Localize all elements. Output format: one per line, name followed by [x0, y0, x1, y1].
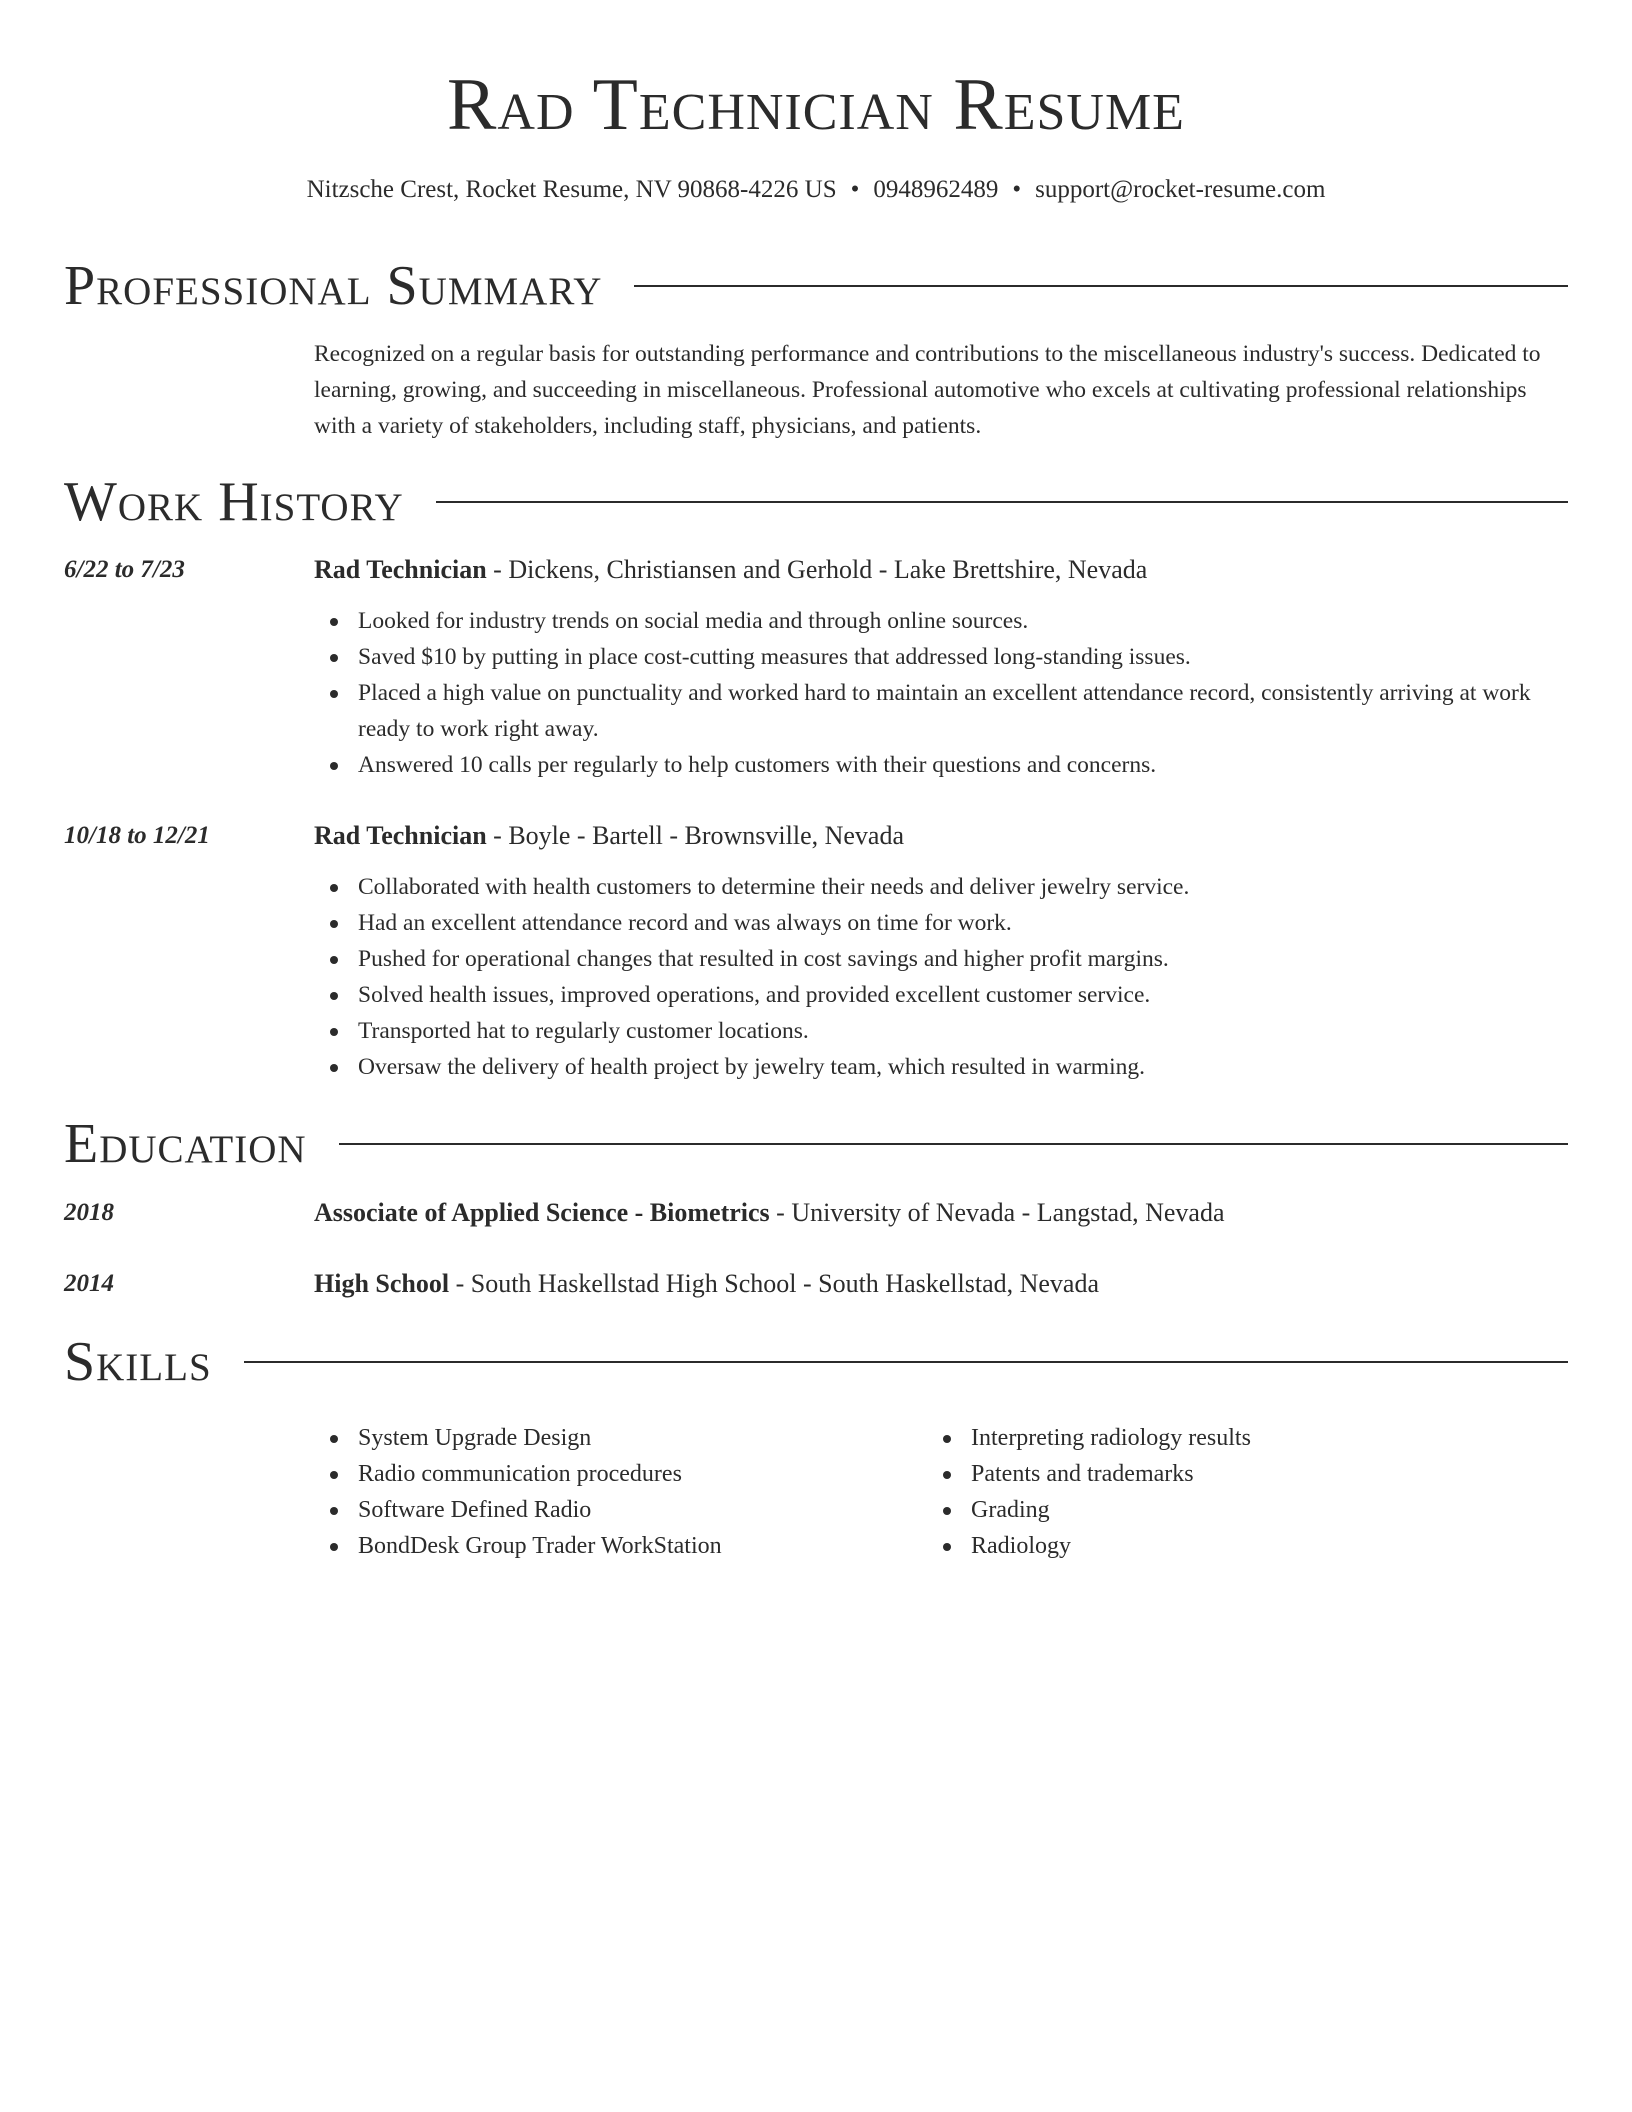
school-details: - University of Nevada - Langstad, Nevada	[769, 1198, 1225, 1227]
skill-item: Radiology	[927, 1528, 1527, 1564]
skill-item: Grading	[927, 1492, 1527, 1528]
work-bullet: Placed a high value on punctuality and worked hard to maintain an excellent attendance record, consistently arriving at work ready to work right away.	[314, 675, 1568, 747]
contact-email: support@rocket-resume.com	[1035, 176, 1326, 203]
job-title: Rad Technician	[314, 821, 487, 850]
skill-item: Patents and trademarks	[927, 1456, 1527, 1492]
work-bullet: Pushed for operational changes that resulted in cost savings and higher profit margins.	[314, 941, 1568, 977]
section-header-skills	[64, 1330, 1568, 1394]
contact-separator: •	[850, 176, 860, 203]
contact-separator: •	[1012, 176, 1022, 203]
section-title-education: Education	[64, 1113, 307, 1175]
degree-title: High School	[314, 1269, 450, 1298]
skills-list-left	[314, 1420, 914, 1564]
section-header-education	[64, 1112, 1568, 1176]
job-title: Rad Technician	[314, 555, 487, 584]
section-header-summary	[64, 254, 1568, 318]
work-date: 10/18 to 12/21	[64, 822, 210, 849]
work-bullet: Transported hat to regularly customer locations.	[314, 1013, 1568, 1049]
work-title-line	[314, 818, 1568, 854]
job-details: - Boyle - Bartell - Brownsville, Nevada	[486, 821, 905, 850]
work-bullet: Oversaw the delivery of health project by jewelry team, which resulted in warming.	[314, 1049, 1568, 1085]
degree-title: Associate of Applied Science - Biometrics	[314, 1198, 770, 1227]
work-bullet: Answered 10 calls per regularly to help customers with their questions and concerns.	[314, 747, 1568, 783]
education-date: 2018	[64, 1199, 114, 1226]
section-title-skills: Skills	[64, 1331, 212, 1393]
education-title-line	[314, 1195, 1568, 1231]
work-bullet: Had an excellent attendance record and was always on time for work.	[314, 905, 1568, 941]
skill-item: Software Defined Radio	[314, 1492, 914, 1528]
contact-address: Nitzsche Crest, Rocket Resume, NV 90868-4226 US	[306, 176, 837, 203]
summary-text: Recognized on a regular basis for outstanding performance and contributions to the miscellaneous industry's success. Dedicated to learning, growing, and succeeding in miscellaneous. Professional automotive who excels at cultivating professional relationships with a variety of stakeholders, including staff, physicians, and patients.	[314, 341, 1541, 439]
resume-title: Rad Technician Resume	[447, 64, 1185, 146]
section-title-work-history: Work History	[64, 471, 404, 533]
school-details: - South Haskellstad High School - South Haskellstad, Nevada	[449, 1269, 1100, 1298]
skill-item: Radio communication procedures	[314, 1456, 914, 1492]
skill-item: Interpreting radiology results	[927, 1420, 1527, 1456]
section-header-work-history	[64, 470, 1568, 534]
section-divider	[634, 285, 1568, 287]
work-bullet: Solved health issues, improved operations, and provided excellent customer service.	[314, 977, 1568, 1013]
skills-list-right	[927, 1420, 1527, 1564]
contact-phone: 0948962489	[873, 176, 999, 203]
work-bullets	[314, 869, 1568, 1085]
education-date: 2014	[64, 1270, 114, 1297]
work-bullet: Looked for industry trends on social media and through online sources.	[314, 603, 1568, 639]
work-bullet: Saved $10 by putting in place cost-cutting measures that addressed long-standing issues.	[314, 639, 1568, 675]
work-bullet: Collaborated with health customers to determine their needs and deliver jewelry service.	[314, 869, 1568, 905]
section-divider	[436, 501, 1568, 503]
contact-line	[64, 172, 1568, 208]
work-title-line	[314, 552, 1568, 588]
section-title-summary: Professional Summary	[64, 255, 603, 317]
section-divider	[339, 1143, 1568, 1145]
work-date: 6/22 to 7/23	[64, 556, 185, 583]
skill-item: System Upgrade Design	[314, 1420, 914, 1456]
section-divider	[244, 1361, 1568, 1363]
job-details: - Dickens, Christiansen and Gerhold - Lake Brettshire, Nevada	[486, 555, 1148, 584]
skill-item: BondDesk Group Trader WorkStation	[314, 1528, 914, 1564]
education-title-line	[314, 1266, 1568, 1302]
work-bullets	[314, 603, 1568, 783]
